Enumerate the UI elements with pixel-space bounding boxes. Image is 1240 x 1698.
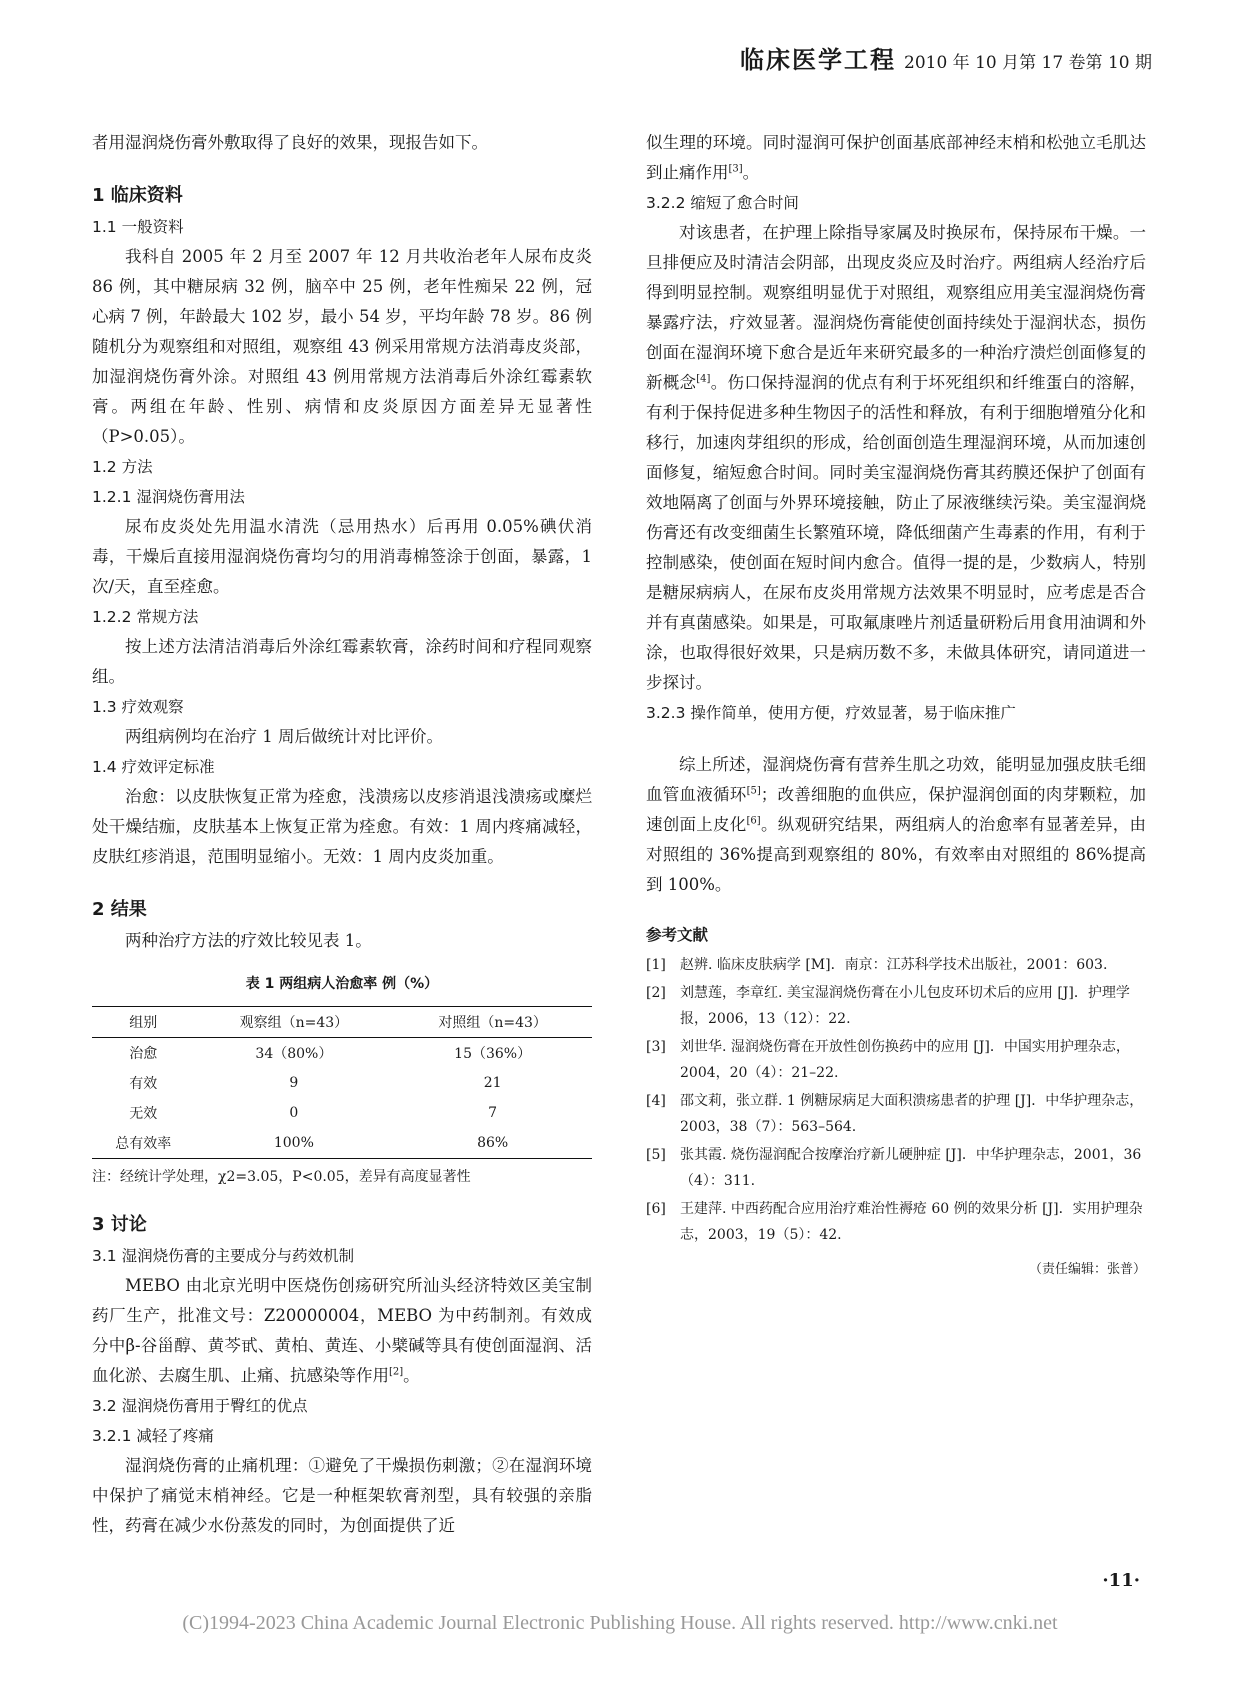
section-3-1-title: 3.1 湿润烧伤膏的主要成分与药效机制	[92, 1247, 355, 1265]
table-cell: 15（36%）	[454, 1046, 532, 1062]
section-1-1-text: 我科自 2005 年 2 月至 2007 年 12 月共收治老年人尿布皮炎 86 例，其中糖尿病 32 例，脑卒中 25 例，老年性痴呆 22 例，冠心病 7 例，年龄最大 102 岁，最小 54 岁，平均年龄 78 岁。86 例随机分为观察组和对照组，观察组 43 例采用常规方法消毒皮炎部，加湿润烧伤膏外涂。对照组 43 例用常规方法消毒后外涂红霉素软膏。两组在年龄、性别、病情和皮炎原因方面差异无显著性（P>0.05）。	[92, 247, 592, 446]
references-title: 参考文献	[646, 926, 709, 944]
table-caption: 表 1 两组病人治愈率 例（%）	[245, 976, 439, 992]
section-1-title: 1 临床资料	[92, 185, 183, 206]
reference-item: [2] 刘慧莲，李章红. 美宝湿润烧伤膏在小儿包皮环切术后的应用 [J]．护理学报，2006，13（12）：22.	[646, 985, 1130, 1027]
section-3-2-2-title: 3.2.2 缩短了愈合时间	[646, 194, 799, 212]
citation: [4]	[696, 373, 711, 385]
section-3-2-1-text: 湿润烧伤膏的止痛机理：①避免了干燥损伤刺激；②在湿润环境中保护了痛觉末梢神经。它是一种框架软膏剂型，具有较强的亲脂性，药膏在减少水份蒸发的同时，为创面提供了近	[92, 1456, 592, 1535]
section-1-2-title: 1.2 方法	[92, 458, 153, 476]
citation: [2]	[389, 1366, 404, 1378]
table-cell: 0	[289, 1105, 299, 1121]
intro-text: 者用湿润烧伤膏外敷取得了良好的效果，现报告如下。	[92, 133, 488, 152]
table-row	[92, 1098, 592, 1128]
table-cell: 治愈	[129, 1046, 158, 1062]
table-cell: 86%	[477, 1135, 509, 1151]
summary-text: 综上所述，湿润烧伤膏有营养生肌之功效，能明显加强皮肤毛细血管血液循环[5]；改善细胞的血供应，保护湿润创面的肉芽颗粒，加速创面上皮化[6]。纵观研究结果，两组病人的治愈率有显著差异，由对照组的 36%提高到观察组的 80%，有效率由对照组的 86%提高到 100%。	[646, 755, 1147, 894]
section-1-4-text: 治愈：以皮肤恢复正常为痊愈，浅溃疡以皮疹消退浅溃疡或糜烂处干燥结痂，皮肤基本上恢复正常为痊愈。有效：1 周内疼痛减轻，皮肤红疹消退，范围明显缩小。无效：1 周内皮炎加重。	[92, 787, 592, 866]
section-3-2-3-title: 3.2.3 操作简单，使用方便，疗效显著，易于临床推广	[646, 704, 1016, 722]
references-list	[646, 952, 1146, 1248]
page-number: ·11·	[1102, 1570, 1140, 1591]
table-cell: 100%	[273, 1135, 314, 1151]
section-1-2-1-text: 尿布皮炎处先用温水清洗（忌用热水）后再用 0.05%碘伏消毒，干燥后直接用湿润烧伤膏均匀的用消毒棉签涂于创面，暴露，1 次/天，直至痊愈。	[92, 517, 592, 596]
results-table	[92, 1006, 592, 1159]
continued-text: 似生理的环境。同时湿润可保护创面基底部神经末梢和松弛立毛肌达到止痛作用[3]。	[646, 133, 1146, 182]
citation: [6]	[746, 815, 761, 827]
table-cell: 7	[488, 1105, 498, 1121]
reference-item: [1] 赵辨. 临床皮肤病学 [M]．南京：江苏科学技术出版社，2001：603.	[646, 957, 1108, 973]
table-cell: 无效	[129, 1106, 158, 1122]
reference-item: [6] 王建萍. 中西药配合应用治疗难治性褥疮 60 例的效果分析 [J]．实用护理杂志，2003，19（5）：42.	[646, 1201, 1143, 1243]
section-3-2-title: 3.2 湿润烧伤膏用于臀红的优点	[92, 1397, 308, 1415]
table-header-cell: 组别	[129, 1015, 158, 1031]
section-1-2-2-text: 按上述方法清洁消毒后外涂红霉素软膏，涂药时间和疗程同观察组。	[92, 637, 592, 686]
issue-info: 2010 年 10 月第 17 卷第 10 期	[904, 53, 1152, 73]
reference-item: [5] 张其霞. 烧伤湿润配合按摩治疗新儿硬肿症 [J]．中华护理杂志，2001，36（4）：311.	[646, 1147, 1142, 1189]
section-1-3-title: 1.3 疗效观察	[92, 698, 184, 716]
left-column	[92, 128, 592, 1541]
section-2-title: 2 结果	[92, 899, 147, 920]
table-header-cell: 对照组（n=43）	[438, 1015, 547, 1031]
table-row	[92, 1038, 592, 1069]
table-cell: 总有效率	[115, 1136, 172, 1152]
table-cell: 21	[483, 1075, 502, 1091]
right-column	[646, 128, 1146, 1277]
table-header-row	[92, 1007, 592, 1038]
responsible-editor: （责任编辑：张普）	[1028, 1262, 1146, 1277]
section-1-2-2-title: 1.2.2 常规方法	[92, 608, 199, 626]
section-1-1-title: 1.1 一般资料	[92, 218, 184, 236]
section-2-text: 两种治疗方法的疗效比较见表 1。	[125, 931, 372, 950]
section-1-4-title: 1.4 疗效评定标准	[92, 758, 215, 776]
section-3-2-2-text: 对该患者，在护理上除指导家属及时换尿布，保持尿布干燥。一旦排便应及时清洁会阴部，出现皮炎应及时治疗。两组病人经治疗后得到明显控制。观察组明显优于对照组，观察组应用美宝湿润烧伤膏暴露疗法，疗效显著。湿润烧伤膏能使创面持续处于湿润状态，损伤创面在湿润环境下愈合是近年来研究最多的一种治疗溃烂创面修复的新概念[4]。伤口保持湿润的优点有利于坏死组织和纤维蛋白的溶解，有利于保持促进多种生物因子的活性和释放，有利于细胞增殖分化和移行，加速肉芽组织的形成，给创面创造生理湿润环境，从而加速创面修复，缩短愈合时间。同时美宝湿润烧伤膏其药膜还保护了创面有效地隔离了创面与外界环境接触，防止了尿液继续污染。美宝湿润烧伤膏还有改变细菌生长繁殖环境，降低细菌产生毒素的作用，有利于控制感染，使创面在短时间内愈合。值得一提的是，少数病人，特别是糖尿病病人，在尿布皮炎用常规方法效果不明显时，应考虑是否合并有真菌感染。如果是，可取氟康唑片剂适量研粉后用食用油调和外涂，也取得很好效果，只是病历数不多，未做具体研究，请同道进一步探讨。	[646, 223, 1147, 692]
copyright-footer: (C)1994-2023 China Academic Journal Electronic Publishing House. All rights reserved. http://www.cnki.net	[182, 1612, 1058, 1634]
citation: [5]	[746, 785, 761, 797]
table-note: 注：经统计学处理，χ2=3.05，P<0.05，差异有高度显著性	[92, 1169, 471, 1185]
table-header-cell: 观察组（n=43）	[239, 1015, 349, 1031]
reference-item: [3] 刘世华. 湿润烧伤膏在开放性创伤换药中的应用 [J]．中国实用护理杂志，2004，20（4）：21–22.	[646, 1039, 1130, 1081]
table-row	[92, 1128, 592, 1159]
citation: [3]	[728, 163, 743, 175]
section-1-2-1-title: 1.2.1 湿润烧伤膏用法	[92, 488, 245, 506]
section-3-title: 3 讨论	[92, 1214, 147, 1235]
journal-name: 临床医学工程	[740, 45, 896, 74]
table-row	[92, 1068, 592, 1098]
table-cell: 9	[289, 1075, 299, 1091]
reference-item: [4] 邵文莉，张立群. 1 例糖尿病足大面积溃疡患者的护理 [J]．中华护理杂志，2003，38（7）：563–564.	[646, 1093, 1144, 1135]
section-3-1-text: MEBO 由北京光明中医烧伤创疡研究所汕头经济特效区美宝制药厂生产，批准文号：Z20000004，MEBO 为中药制剂。有效成分中β-谷甾醇、黄芩甙、黄柏、黄连、小檗碱等具有使创面湿润、活血化淤、去腐生肌、止痛、抗感染等作用[2]。	[92, 1276, 592, 1385]
running-header	[740, 40, 1152, 75]
section-1-3-text: 两组病例均在治疗 1 周后做统计对比评价。	[125, 727, 443, 746]
table-cell: 有效	[129, 1076, 158, 1092]
table-cell: 34（80%）	[255, 1046, 333, 1062]
section-3-2-1-title: 3.2.1 减轻了疼痛	[92, 1427, 214, 1445]
